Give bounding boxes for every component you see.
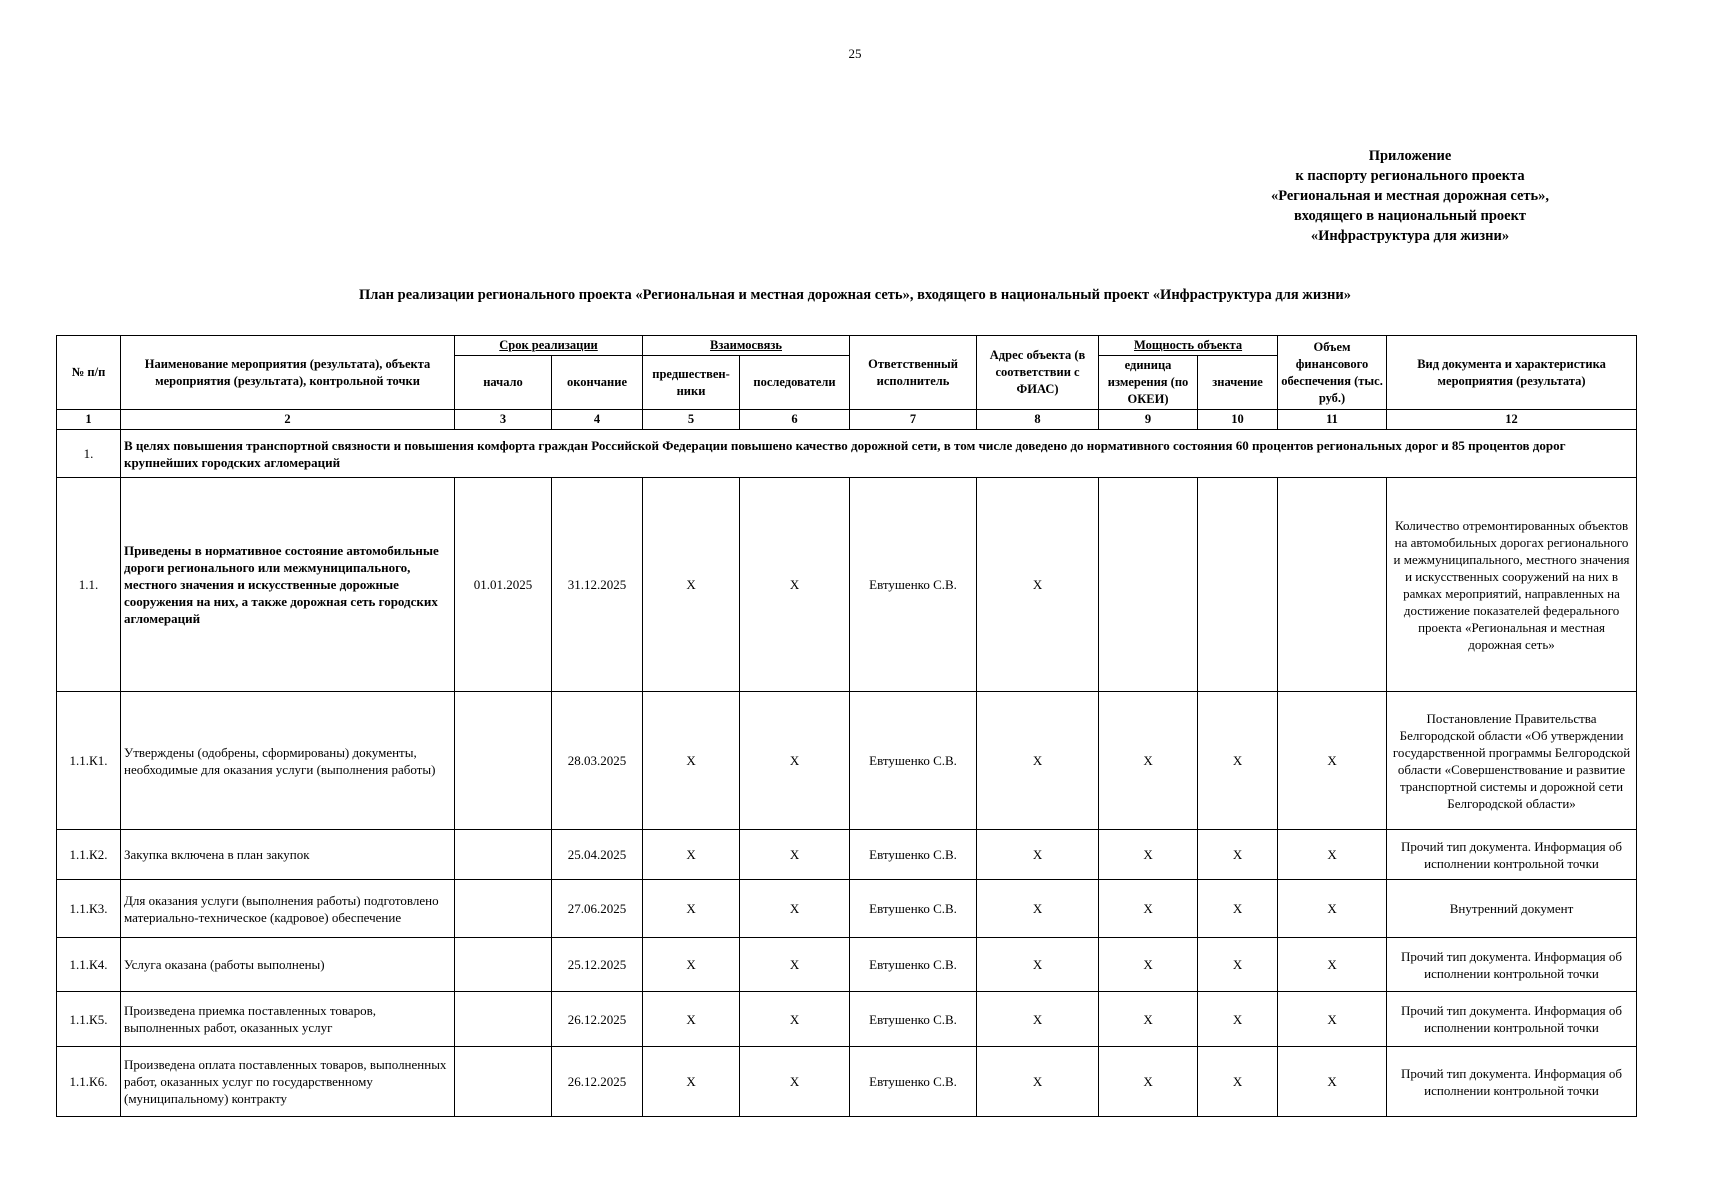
table-row bbox=[57, 938, 1637, 992]
row-start bbox=[455, 692, 552, 830]
row-doc: Количество отремонтированных объектов на автомобильных дорогах регионального и межмуниципального, местного значения и искусственных сооружений на них в рамках мероприятий, направленных на достижение показателей федерального проекта «Региональная и местная дорожная сеть» bbox=[1387, 478, 1637, 692]
row-unit: X bbox=[1099, 992, 1198, 1047]
row-address: X bbox=[977, 992, 1099, 1047]
row-name: Услуга оказана (работы выполнены) bbox=[121, 938, 455, 992]
row-start bbox=[455, 830, 552, 880]
row-unit: X bbox=[1099, 938, 1198, 992]
row-num: 1.1.К4. bbox=[57, 938, 121, 992]
table-row bbox=[57, 992, 1637, 1047]
row-num: 1.1.К2. bbox=[57, 830, 121, 880]
header-capacity: Мощность объекта bbox=[1099, 336, 1278, 356]
row-finance: X bbox=[1278, 880, 1387, 938]
row-finance bbox=[1278, 478, 1387, 692]
table-row bbox=[57, 880, 1637, 938]
row-successors: X bbox=[740, 992, 850, 1047]
row-start bbox=[455, 1047, 552, 1117]
row-predecessors: X bbox=[643, 692, 740, 830]
column-number: 11 bbox=[1278, 410, 1387, 430]
column-number: 5 bbox=[643, 410, 740, 430]
column-number: 9 bbox=[1099, 410, 1198, 430]
row-successors: X bbox=[740, 692, 850, 830]
row-doc: Прочий тип документа. Информация об исполнении контрольной точки bbox=[1387, 938, 1637, 992]
row-name: Произведена приемка поставленных товаров, выполненных работ, оказанных услуг bbox=[121, 992, 455, 1047]
row-unit: X bbox=[1099, 692, 1198, 830]
row-address: X bbox=[977, 938, 1099, 992]
row-doc: Постановление Правительства Белгородской области «Об утверждении государственной программы Белгородской области «Совершенствование и развитие транспортной системы и дорожной сети Белгородской области» bbox=[1387, 692, 1637, 830]
plan-title: План реализации регионального проекта «Региональная и местная дорожная сеть», входящего в национальный проект «Инфраструктура для жизни» bbox=[359, 287, 1351, 303]
row-doc: Прочий тип документа. Информация об исполнении контрольной точки bbox=[1387, 830, 1637, 880]
column-number: 6 bbox=[740, 410, 850, 430]
row-finance: X bbox=[1278, 692, 1387, 830]
row-responsible: Евтушенко С.В. bbox=[850, 992, 977, 1047]
appendix-line: к паспорту регионального проекта bbox=[1295, 168, 1525, 184]
row-doc: Прочий тип документа. Информация об исполнении контрольной точки bbox=[1387, 1047, 1637, 1117]
row-unit: X bbox=[1099, 830, 1198, 880]
header-relation: Взаимосвязь bbox=[643, 336, 850, 356]
header-period: Срок реализации bbox=[455, 336, 643, 356]
header-num: № п/п bbox=[57, 336, 121, 410]
row-responsible: Евтушенко С.В. bbox=[850, 692, 977, 830]
header-name: Наименование мероприятия (результата), объекта мероприятия (результата), контрольной точки bbox=[121, 336, 455, 410]
row-finance: X bbox=[1278, 992, 1387, 1047]
row-name: Закупка включена в план закупок bbox=[121, 830, 455, 880]
column-number: 7 bbox=[850, 410, 977, 430]
row-finance: X bbox=[1278, 830, 1387, 880]
header-start: начало bbox=[455, 356, 552, 410]
row-predecessors: X bbox=[643, 1047, 740, 1117]
row-num: 1.1.К3. bbox=[57, 880, 121, 938]
appendix-line: «Инфраструктура для жизни» bbox=[1310, 228, 1510, 244]
appendix-line: Приложение bbox=[1368, 148, 1452, 164]
row-num: 1.1.К5. bbox=[57, 992, 121, 1047]
appendix-block bbox=[1220, 146, 1600, 246]
section-num: 1. bbox=[57, 430, 121, 478]
row-responsible: Евтушенко С.В. bbox=[850, 830, 977, 880]
column-number: 8 bbox=[977, 410, 1099, 430]
row-start bbox=[455, 938, 552, 992]
row-responsible: Евтушенко С.В. bbox=[850, 938, 977, 992]
section-text: В целях повышения транспортной связности и повышения комфорта граждан Российской Федерации повышено качество дорожной сети, в том числе доведено до нормативного состояния 60 процентов региональных дорог и 85 процентов дорог крупнейших городских агломераций bbox=[121, 430, 1637, 478]
header-doc: Вид документа и характеристика мероприятия (результата) bbox=[1387, 336, 1637, 410]
row-address: X bbox=[977, 1047, 1099, 1117]
column-number: 3 bbox=[455, 410, 552, 430]
row-address: X bbox=[977, 692, 1099, 830]
row-end: 25.04.2025 bbox=[552, 830, 643, 880]
row-value: X bbox=[1198, 830, 1278, 880]
column-number: 2 bbox=[121, 410, 455, 430]
appendix-line: «Региональная и местная дорожная сеть», bbox=[1270, 188, 1550, 204]
row-doc: Прочий тип документа. Информация об исполнении контрольной точки bbox=[1387, 992, 1637, 1047]
header-address: Адрес объекта (в соответствии с ФИАС) bbox=[977, 336, 1099, 410]
row-end: 25.12.2025 bbox=[552, 938, 643, 992]
row-end: 31.12.2025 bbox=[552, 478, 643, 692]
row-successors: X bbox=[740, 938, 850, 992]
row-start bbox=[455, 880, 552, 938]
row-successors: X bbox=[740, 1047, 850, 1117]
row-responsible: Евтушенко С.В. bbox=[850, 880, 977, 938]
column-number-row bbox=[57, 410, 1637, 430]
row-end: 27.06.2025 bbox=[552, 880, 643, 938]
row-successors: X bbox=[740, 830, 850, 880]
row-num: 1.1. bbox=[57, 478, 121, 692]
row-predecessors: X bbox=[643, 938, 740, 992]
column-number: 10 bbox=[1198, 410, 1278, 430]
header-responsible: Ответственный исполнитель bbox=[850, 336, 977, 410]
row-unit bbox=[1099, 478, 1198, 692]
row-value: X bbox=[1198, 938, 1278, 992]
row-end: 26.12.2025 bbox=[552, 1047, 643, 1117]
appendix-line: входящего в национальный проект bbox=[1293, 208, 1527, 224]
row-end: 28.03.2025 bbox=[552, 692, 643, 830]
table-row bbox=[57, 830, 1637, 880]
row-value bbox=[1198, 478, 1278, 692]
table-row bbox=[57, 1047, 1637, 1117]
page-number: 25 bbox=[848, 46, 862, 61]
row-name: Утверждены (одобрены, сформированы) документы, необходимые для оказания услуги (выполнения работы) bbox=[121, 692, 455, 830]
row-value: X bbox=[1198, 880, 1278, 938]
row-finance: X bbox=[1278, 938, 1387, 992]
header-successors: последователи bbox=[740, 356, 850, 410]
row-address: X bbox=[977, 478, 1099, 692]
row-name: Приведены в нормативное состояние автомобильные дороги регионального или межмуниципального, местного значения и искусственные дорожные сооружения на них, а также дорожная сеть городских агломераций bbox=[121, 478, 455, 692]
row-value: X bbox=[1198, 992, 1278, 1047]
row-value: X bbox=[1198, 1047, 1278, 1117]
header-finance: Объем финансового обеспечения (тыс. руб.) bbox=[1278, 336, 1387, 410]
row-successors: X bbox=[740, 478, 850, 692]
column-number: 4 bbox=[552, 410, 643, 430]
header-end: окончание bbox=[552, 356, 643, 410]
table-row bbox=[57, 478, 1637, 692]
row-predecessors: X bbox=[643, 830, 740, 880]
header-unit: единица измерения (по ОКЕИ) bbox=[1099, 356, 1198, 410]
column-number: 1 bbox=[57, 410, 121, 430]
row-num: 1.1.К1. bbox=[57, 692, 121, 830]
row-address: X bbox=[977, 830, 1099, 880]
column-number: 12 bbox=[1387, 410, 1637, 430]
row-unit: X bbox=[1099, 880, 1198, 938]
row-start: 01.01.2025 bbox=[455, 478, 552, 692]
row-name: Произведена оплата поставленных товаров, выполненных работ, оказанных услуг по государственному (муниципальному) контракту bbox=[121, 1047, 455, 1117]
row-value: X bbox=[1198, 692, 1278, 830]
row-successors: X bbox=[740, 880, 850, 938]
row-unit: X bbox=[1099, 1047, 1198, 1117]
row-predecessors: X bbox=[643, 992, 740, 1047]
implementation-plan-table bbox=[56, 335, 1637, 1117]
row-predecessors: X bbox=[643, 880, 740, 938]
row-finance: X bbox=[1278, 1047, 1387, 1117]
section-row bbox=[57, 430, 1637, 478]
row-start bbox=[455, 992, 552, 1047]
row-name: Для оказания услуги (выполнения работы) подготовлено материально-техническое (кадровое) обеспечение bbox=[121, 880, 455, 938]
row-predecessors: X bbox=[643, 478, 740, 692]
header-predecessors: предшествен-ники bbox=[643, 356, 740, 410]
row-responsible: Евтушенко С.В. bbox=[850, 478, 977, 692]
header-value: значение bbox=[1198, 356, 1278, 410]
row-address: X bbox=[977, 880, 1099, 938]
row-num: 1.1.К6. bbox=[57, 1047, 121, 1117]
row-responsible: Евтушенко С.В. bbox=[850, 1047, 977, 1117]
row-end: 26.12.2025 bbox=[552, 992, 643, 1047]
row-doc: Внутренний документ bbox=[1387, 880, 1637, 938]
table-row bbox=[57, 692, 1637, 830]
